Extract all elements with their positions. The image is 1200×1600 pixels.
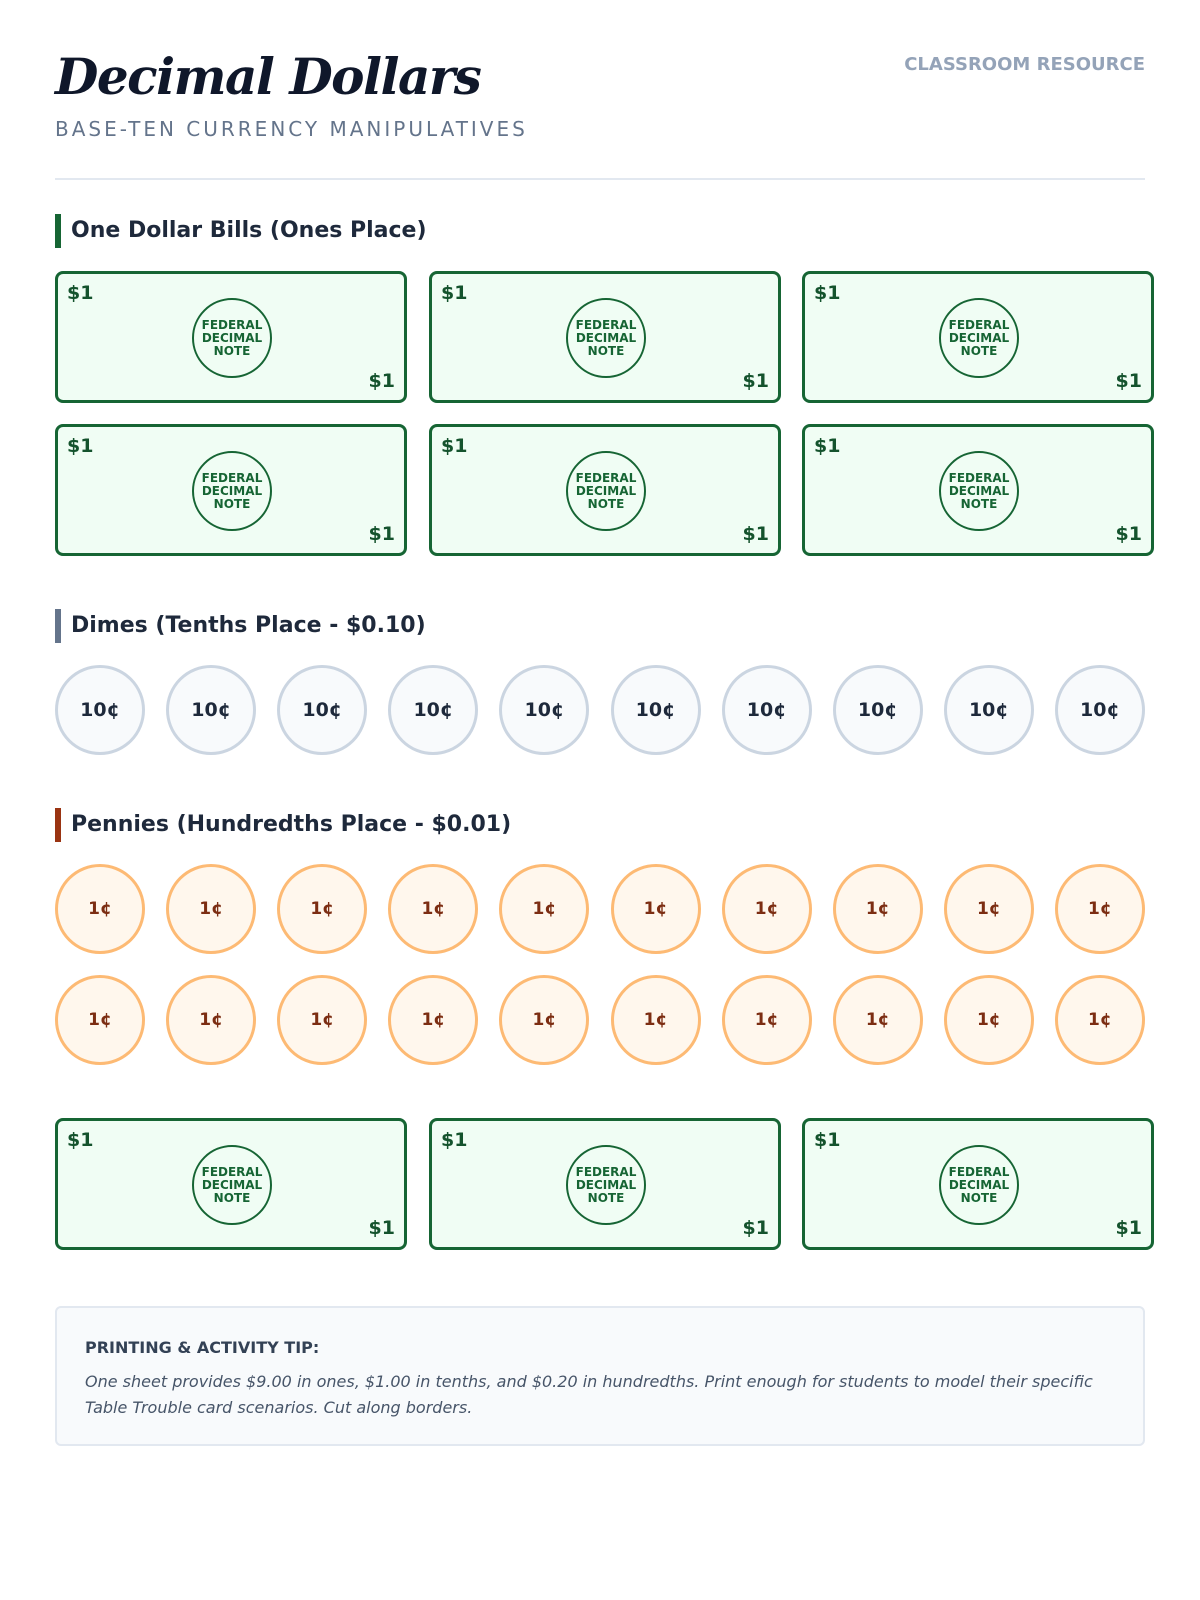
ones-section-heading [55,214,427,248]
one-dollar-bill [802,271,1154,403]
pennies-row-2 [55,975,1145,1065]
one-dollar-bill [55,424,407,556]
printing-tip-box [55,1306,1145,1446]
penny-coin: 1¢ [55,975,145,1065]
bill-seal-text: FEDERAL DECIMAL NOTE [201,1164,263,1205]
worksheet-page [55,0,1145,1417]
bill-value-top: $1 [814,282,841,304]
penny-coin: 1¢ [611,975,701,1065]
penny-coin: 1¢ [277,975,367,1065]
bill-seal-text: FEDERAL DECIMAL NOTE [948,470,1010,511]
page-subtitle: BASE-TEN CURRENCY MANIPULATIVES [55,117,528,141]
page-header [55,0,1145,180]
penny-coin: 1¢ [166,975,256,1065]
one-dollar-bill [55,1118,407,1250]
penny-coin: 1¢ [833,864,923,954]
bill-seal [192,1145,272,1225]
bill-value-top: $1 [441,1129,468,1151]
ones-section-title: One Dollar Bills (Ones Place) [71,218,427,243]
bill-seal [939,298,1019,378]
bill-value-top: $1 [441,282,468,304]
bill-seal-text: FEDERAL DECIMAL NOTE [948,1164,1010,1205]
tip-body: One sheet provides $9.00 in ones, $1.00 in tenths, and $0.20 in hundredths. Print enough for students to model their specific Table Trouble card scenarios. Cut along borders. [85,1372,1093,1417]
bill-value-bottom: $1 [368,523,395,545]
page-title: Decimal Dollars [55,47,481,106]
dimes-accent-bar [55,609,61,643]
pennies-row-1 [55,864,1145,954]
bill-seal [566,1145,646,1225]
bill-seal-text: FEDERAL DECIMAL NOTE [575,317,637,358]
penny-coin: 1¢ [722,864,812,954]
penny-coin: 1¢ [944,975,1034,1065]
penny-coin: 1¢ [277,864,367,954]
one-dollar-bill [802,424,1154,556]
one-dollar-bill [429,271,781,403]
tip-title: PRINTING & ACTIVITY TIP: [85,1338,320,1357]
bill-value-top: $1 [67,282,94,304]
bill-value-top: $1 [814,435,841,457]
dime-coin: 10¢ [388,665,478,755]
penny-coin: 1¢ [1055,975,1145,1065]
bill-value-bottom: $1 [1115,523,1142,545]
ones-bill-grid [55,271,1145,556]
dime-coin: 10¢ [499,665,589,755]
bill-value-bottom: $1 [368,370,395,392]
one-dollar-bill [802,1118,1154,1250]
dime-coin: 10¢ [166,665,256,755]
bill-value-bottom: $1 [742,370,769,392]
dime-coin: 10¢ [55,665,145,755]
penny-coin: 1¢ [833,975,923,1065]
penny-coin: 1¢ [611,864,701,954]
bill-seal-text: FEDERAL DECIMAL NOTE [201,470,263,511]
dimes-section-heading [55,609,426,643]
penny-coin: 1¢ [388,864,478,954]
one-dollar-bill [429,424,781,556]
one-dollar-bill [429,1118,781,1250]
dime-coin: 10¢ [833,665,923,755]
bill-value-bottom: $1 [742,1217,769,1239]
bill-value-bottom: $1 [742,523,769,545]
bill-seal [939,1145,1019,1225]
pennies-accent-bar [55,808,61,842]
bill-value-top: $1 [67,1129,94,1151]
bill-seal [566,298,646,378]
bill-value-bottom: $1 [368,1217,395,1239]
bill-seal-text: FEDERAL DECIMAL NOTE [575,470,637,511]
bill-value-top: $1 [67,435,94,457]
dime-coin: 10¢ [944,665,1034,755]
bill-value-top: $1 [441,435,468,457]
bill-seal-text: FEDERAL DECIMAL NOTE [201,317,263,358]
one-dollar-bill [55,271,407,403]
bill-seal [566,451,646,531]
dimes-row [55,665,1145,755]
bill-seal-text: FEDERAL DECIMAL NOTE [575,1164,637,1205]
dimes-section-title: Dimes (Tenths Place - $0.10) [71,613,426,638]
bill-value-bottom: $1 [1115,1217,1142,1239]
pennies-section-title: Pennies (Hundredths Place - $0.01) [71,812,512,837]
classroom-resource-badge: CLASSROOM RESOURCE [904,54,1145,75]
dime-coin: 10¢ [722,665,812,755]
dime-coin: 10¢ [1055,665,1145,755]
bill-seal [192,451,272,531]
bill-seal [939,451,1019,531]
penny-coin: 1¢ [722,975,812,1065]
penny-coin: 1¢ [944,864,1034,954]
ones-accent-bar [55,214,61,248]
penny-coin: 1¢ [1055,864,1145,954]
bill-seal-text: FEDERAL DECIMAL NOTE [948,317,1010,358]
dime-coin: 10¢ [277,665,367,755]
pennies-section-heading [55,808,511,842]
bill-seal [192,298,272,378]
bill-value-bottom: $1 [1115,370,1142,392]
extra-bill-grid [55,1118,1145,1250]
penny-coin: 1¢ [388,975,478,1065]
penny-coin: 1¢ [499,975,589,1065]
penny-coin: 1¢ [499,864,589,954]
penny-coin: 1¢ [166,864,256,954]
bill-value-top: $1 [814,1129,841,1151]
penny-coin: 1¢ [55,864,145,954]
dime-coin: 10¢ [611,665,701,755]
